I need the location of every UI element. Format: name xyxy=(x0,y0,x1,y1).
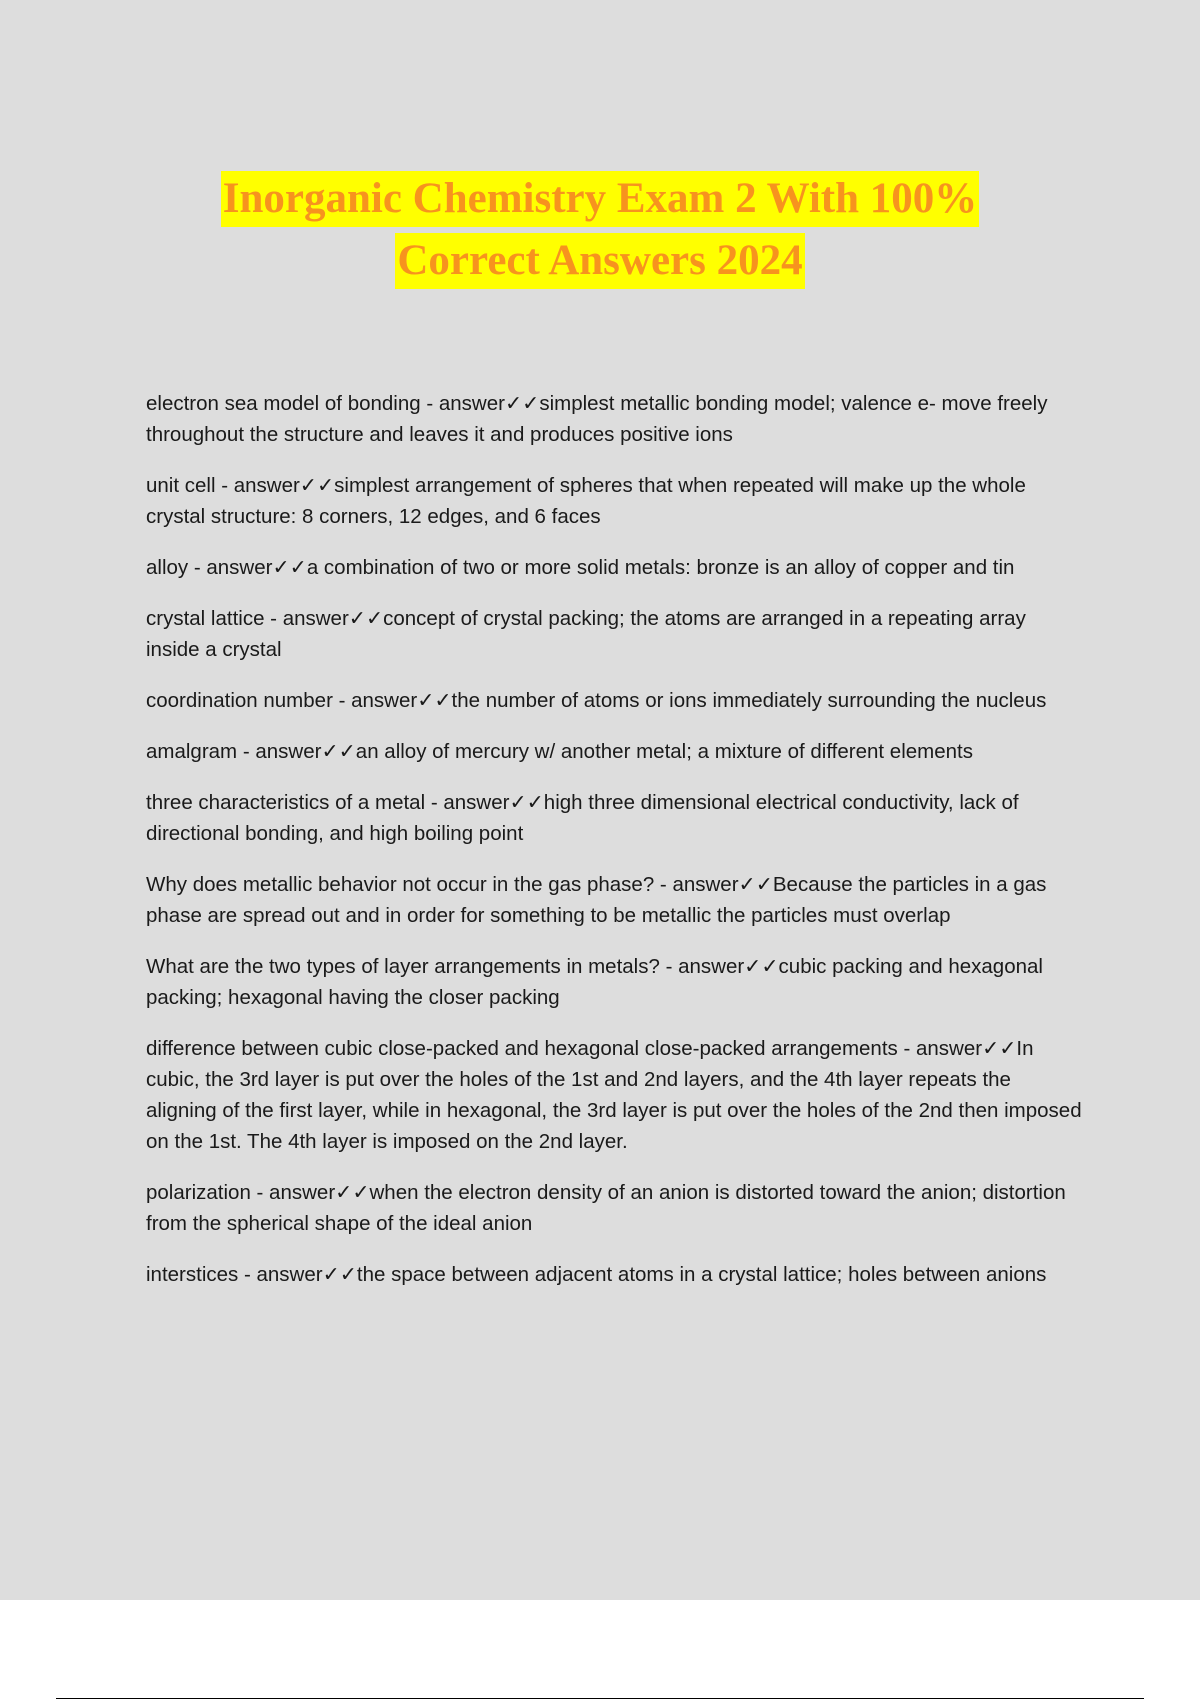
qa-item-unit-cell: unit cell - answer✓✓simplest arrangement of spheres that when repeated will make up the whole crystal structure: 8 corners, 12 edges, and 6 faces xyxy=(146,474,1026,528)
footer-divider xyxy=(56,1698,1144,1699)
qa-item-amalgram: amalgram - answer✓✓an alloy of mercury w/ another metal; a mixture of different elements xyxy=(146,740,973,763)
title-line-2: Correct Answers 2024 xyxy=(395,233,804,289)
title-line-1: Inorganic Chemistry Exam 2 With 100% xyxy=(221,171,980,227)
qa-item-ccp-vs-hcp: difference between cubic close-packed and hexagonal close-packed arrangements - answer✓✓In cubic, the 3rd layer is put over the holes of the 1st and 2nd layers, and the 4th layer repeats the aligning of the first layer, while in hexagonal, the 3rd layer is put over the holes of the 2nd then imposed on the 1st. The 4th layer is imposed on the 2nd layer. xyxy=(146,1037,1082,1153)
qa-item-metal-characteristics: three characteristics of a metal - answer✓✓high three dimensional electrical conductivity, lack of directional bonding, and high boiling point xyxy=(146,791,1019,845)
qa-item-crystal-lattice: crystal lattice - answer✓✓concept of crystal packing; the atoms are arranged in a repeating array inside a crystal xyxy=(146,607,1026,661)
question-answer-list xyxy=(146,388,1084,1310)
qa-item-polarization: polarization - answer✓✓when the electron density of an anion is distorted toward the anion; distortion from the spherical shape of the ideal anion xyxy=(146,1181,1066,1235)
qa-item-interstices: interstices - answer✓✓the space between adjacent atoms in a crystal lattice; holes between anions xyxy=(146,1263,1047,1286)
qa-item-gas-phase-metallic: Why does metallic behavior not occur in the gas phase? - answer✓✓Because the particles in a gas phase are spread out and in order for something to be metallic the particles must overlap xyxy=(146,873,1047,927)
qa-item-electron-sea-model: electron sea model of bonding - answer✓✓simplest metallic bonding model; valence e- move freely throughout the structure and leaves it and produces positive ions xyxy=(146,392,1048,446)
page-title xyxy=(0,168,1200,292)
qa-item-alloy: alloy - answer✓✓a combination of two or more solid metals: bronze is an alloy of copper and tin xyxy=(146,556,1015,579)
qa-item-layer-arrangements: What are the two types of layer arrangements in metals? - answer✓✓cubic packing and hexagonal packing; hexagonal having the closer packing xyxy=(146,955,1043,1009)
qa-item-coordination-number: coordination number - answer✓✓the number of atoms or ions immediately surrounding the nucleus xyxy=(146,689,1047,712)
